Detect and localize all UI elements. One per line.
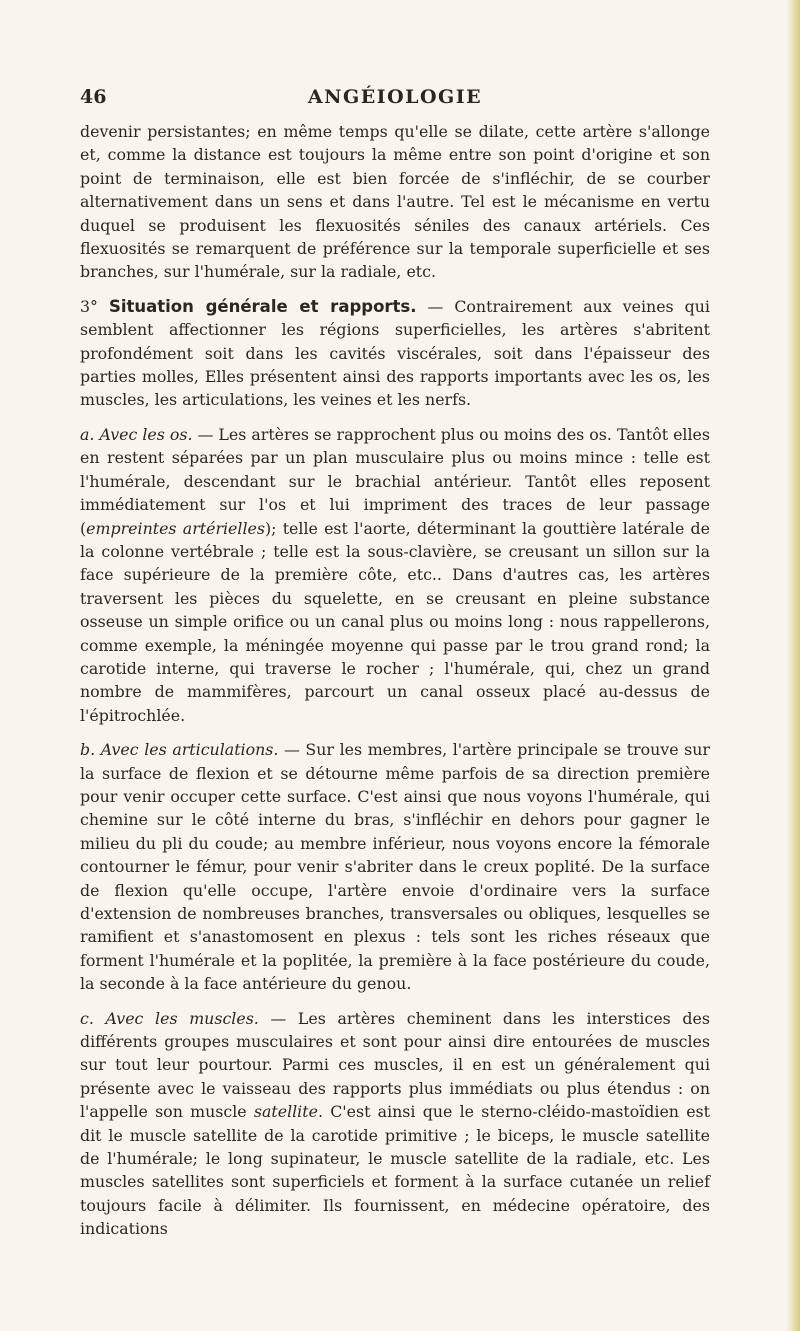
paragraph-1: devenir persistantes; en même temps qu'elle se dilate, cette artère s'allonge et, comme la distance est toujours la même entre son point d'origine et son point de terminaison, elle est bien forcée de s'infléchir, de se courber alternativement dans un sens et dans l'autre. Tel est le mécanisme en vertu duquel se produisent les flexuosités séniles des canaux artériels. Ces flexuosités se remarquent de préférence sur la temporale superficielle et ses branches, sur l'humérale, sur la radiale, etc.: [80, 122, 710, 282]
paragraph-muscles: [80, 1007, 710, 1241]
page-number: 46: [80, 86, 107, 108]
paragraph-os: [80, 423, 710, 727]
page-header: [80, 86, 710, 116]
running-title: ANGÉIOLOGIE: [307, 86, 483, 108]
paragraph-articulations: [80, 738, 710, 995]
subsection-label-muscles: c. Avec les muscles.: [80, 1008, 259, 1028]
subsection-text: ); telle est l'aorte, déterminant la gouttière latérale de la colonne vertébrale ; telle est la sous-clavière, se creusant un sillon sur la face supérieure de la première côte, etc.. Dans d'autres cas, les artères traversent les pièces du squelette, en se creusant en pleine substance osseuse un simple orifice ou un canal plus ou moins long : nous rappellerons, comme exemple, la méningée moyenne qui passe par le trou grand rond; la carotide interne, qui traverse le rocher ; l'humérale, qui, chez un grand nombre de mammifères, parcourt un canal osseux placé au-dessus de l'épitrochlée.: [80, 518, 710, 725]
emphasis-term: empreintes artérielles: [86, 518, 265, 538]
subsection-label-articulations: b. Avec les articulations.: [80, 740, 279, 760]
emphasis-term: satellite: [253, 1102, 318, 1122]
subsection-text: — Les artères se rapprochent plus ou moins des os. Tantôt elles en restent séparées par un plan musculaire plus ou moins mince : telle est l'humérale, descendant sur le brachial antérieur. Tantôt elles reposent immédiatement sur l'os et lui impriment des traces de leur passage (: [80, 424, 710, 538]
section-number: 3°: [80, 296, 98, 316]
subsection-text: — Sur les membres, l'artère principale se trouve sur la surface de flexion et se détourne même parfois de sa direction première pour venir occuper cette surface. C'est ainsi que nous voyons l'humérale, qui chemine sur le côté interne du bras, s'infléchir en dehors pour gagner le milieu du pli du coude; au membre inférieur, nous voyons encore la fémorale contourner le fémur, pour venir s'abriter dans le creux poplité. De la surface de flexion qu'elle occupe, l'artère envoie d'ordinaire vers la surface d'extension de nombreuses branches, transversales ou obliques, lesquelles se ramifient et s'anastomosent en plexus : tels sont les riches réseaux que forment l'humérale et la poplitée, la première à la face postérieure du coude, la seconde à la face antérieure du genou.: [80, 740, 710, 994]
subsection-text: . C'est ainsi que le sterno-cléido-mastoïdien est dit le muscle satellite de la carotide primitive ; le biceps, le muscle satellite de l'humérale; le long supinateur, le muscle satellite de la radiale, etc. Les muscles satellites sont superficiels et forment à la surface cutanée un relief toujours facile à délimiter. Ils fournissent, en médecine opératoire, des indications: [80, 1102, 711, 1239]
section-heading: Situation générale et rapports.: [108, 296, 417, 316]
page-edge: [786, 0, 800, 1331]
paragraph-situation: [80, 295, 710, 412]
subsection-label-os: a. Avec les os.: [80, 424, 193, 444]
subsection-text: — Les artères cheminent dans les interstices des différents groupes musculaires et sont pour ainsi dire entourées de muscles sur tout leur pourtour. Parmi ces muscles, il en est un généralement qui présente avec le vaisseau des rapports plus immédiats ou plus étendus : on l'appelle son muscle: [80, 1008, 710, 1122]
body-text: [80, 120, 710, 1252]
section-text: — Contrairement aux veines qui semblent affectionner les régions superficielles, les artères s'abritent profondément soit dans les cavités viscérales, soit dans l'épaisseur des parties molles, Elles présentent ainsi des rapports importants avec les os, les muscles, les articulations, les veines et les nerfs.: [80, 296, 710, 410]
